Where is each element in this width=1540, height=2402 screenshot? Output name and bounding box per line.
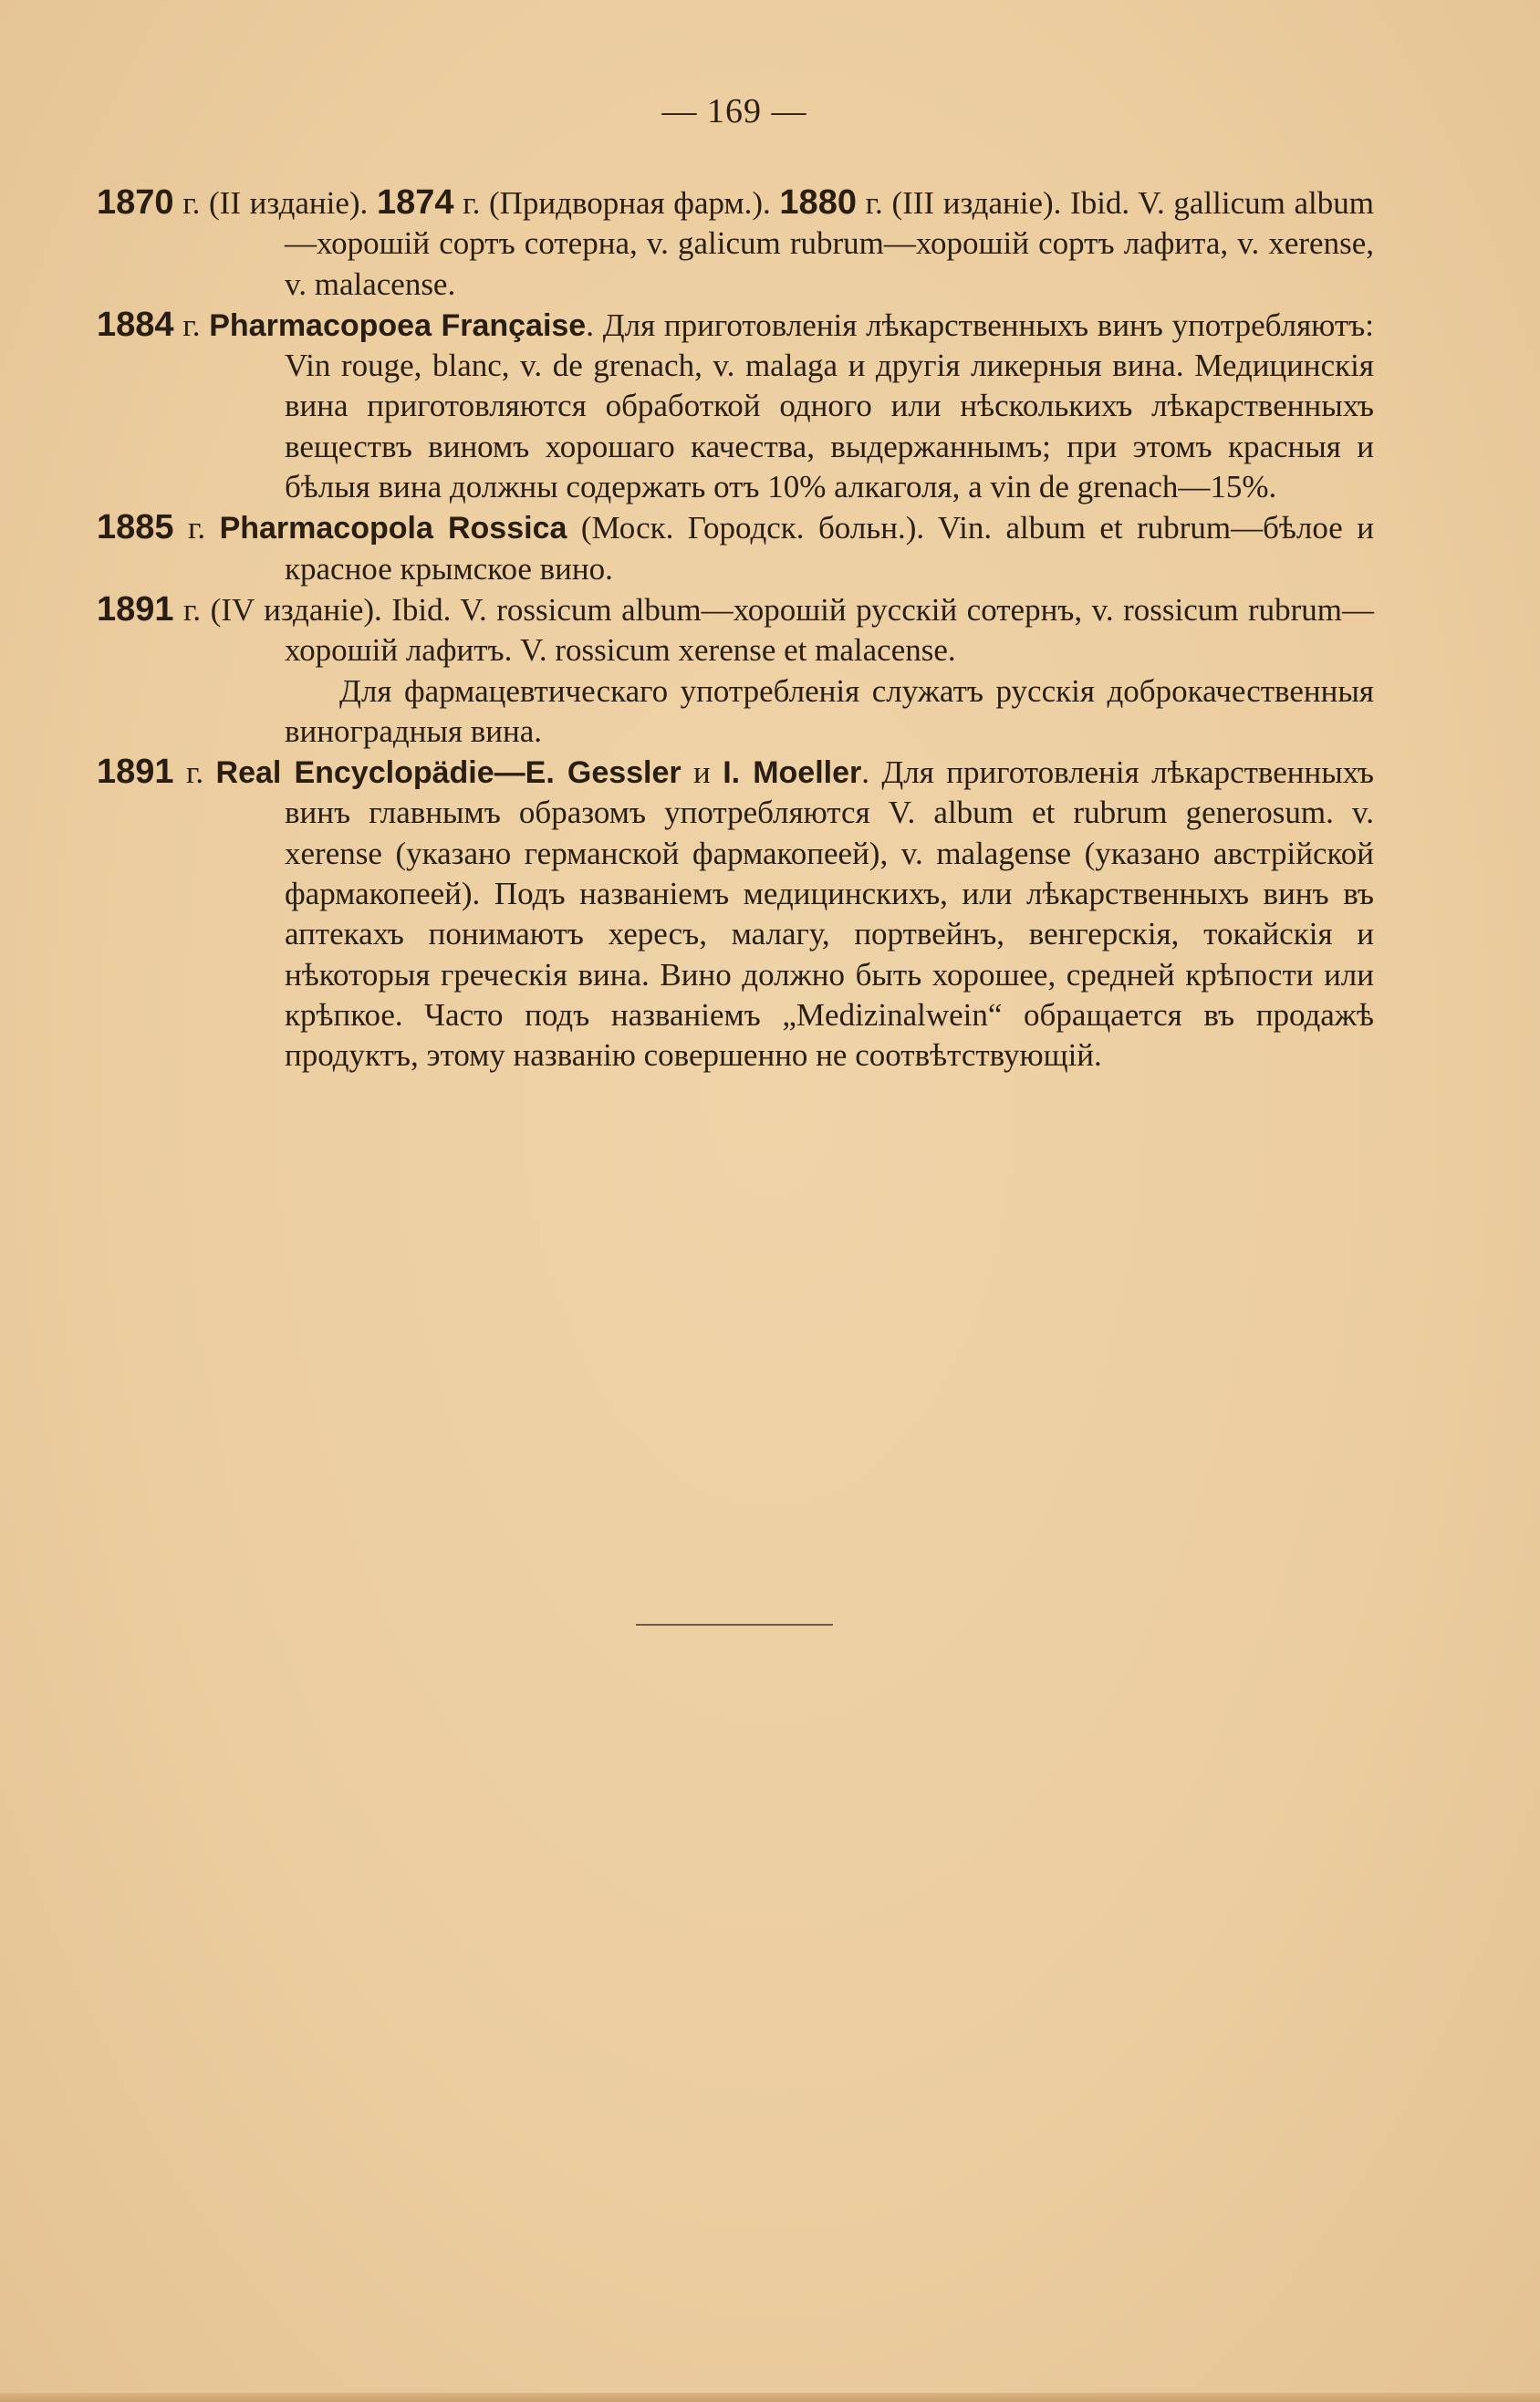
entry-year: 1891 — [97, 753, 174, 792]
page-bottom-edge — [0, 2393, 1540, 2402]
entry-text: г. (II изданіе). — [173, 185, 377, 221]
entry-text: г. (III изданіе). Ibid. V. gallicum album—хорошій сортъ сотерна, v. galicum rubrum—хорошій сортъ лафита, v. xerense, v. malacense. — [285, 185, 1374, 302]
entry-text: . Для приготовленія лѣкарственныхъ винъ употребляютъ: Vin rouge, blanc, v. de grenach, v. malaga и другія ликерныя вина. Медицинскія вина приготовляются обработкой одного или нѣсколькихъ лѣкарственныхъ веществъ виномъ хорошаго качества, выдержаннымъ; при этомъ красныя и бѣлыя вина должны содержать отъ 10% алкаголя, а vin de grenach—15%. — [285, 307, 1374, 505]
entry-1891-real-encyclopadie — [97, 752, 1374, 1076]
entry-source-title: Pharmacopoea Française — [209, 307, 587, 343]
entry-year: 1874 — [376, 183, 454, 222]
entry-year: 1880 — [779, 183, 857, 222]
entry-source-title: Real Encyclopädie—E. Gessler — [215, 755, 682, 791]
entry-1870 — [97, 182, 1374, 305]
entry-year: 1884 — [97, 305, 174, 344]
entry-text: г. — [173, 754, 216, 791]
entry-1884 — [97, 305, 1374, 507]
entry-note-paragraph: Для фармацевтическаго употребленія служатъ русскія доброкачественныя виноградныя вина. — [285, 672, 1374, 749]
entry-text: г. — [173, 510, 220, 546]
entry-year: 1885 — [97, 508, 174, 547]
entry-text: г. — [173, 307, 210, 343]
entry-1891-iv — [97, 589, 1374, 671]
entry-year: 1891 — [97, 589, 174, 629]
page-number: — 169 — — [661, 92, 807, 130]
entry-source-author: I. Moeller — [723, 755, 862, 791]
section-end-rule — [636, 1624, 833, 1626]
entry-text: и — [681, 754, 723, 791]
entry-text: . Для приготовленія лѣкарственныхъ винъ главнымъ образомъ употребляются V. album et rubrum generosum. v. xerense (указано германской фармакопеей), v. malagense (указано австрійской фармакопеей). Подъ названіемъ медицинскихъ, или лѣкарственныхъ винъ въ аптекахъ понимаютъ хересъ, малагу, портвейнъ, венгерскія, токайскія и нѣкоторыя греческія вина. Вино должно быть хорошее, средней крѣпости или крѣпкое. Часто подъ названіемъ „Medizinalwein“ обращается въ продажѣ продуктъ, этому названію совершенно не соотвѣтствующій. — [285, 754, 1375, 1074]
entry-text: г. (IV изданіе). Ibid. V. rossicum album—хорошій русскій сотернъ, v. rossicum rubrum—хорошій лафитъ. V. rossicum xerense et malacense. — [173, 591, 1374, 669]
entry-year: 1870 — [97, 183, 174, 222]
entry-text: г. (Придворная фарм.). — [453, 185, 780, 221]
entry-text: (Моск. Городск. больн.). Vin. album et rubrum—бѣлое и красное крымское вино. — [285, 510, 1374, 587]
entry-source-title: Pharmacopola Rossica — [219, 511, 567, 546]
entry-1885 — [97, 507, 1374, 589]
text-body — [97, 182, 1374, 1076]
